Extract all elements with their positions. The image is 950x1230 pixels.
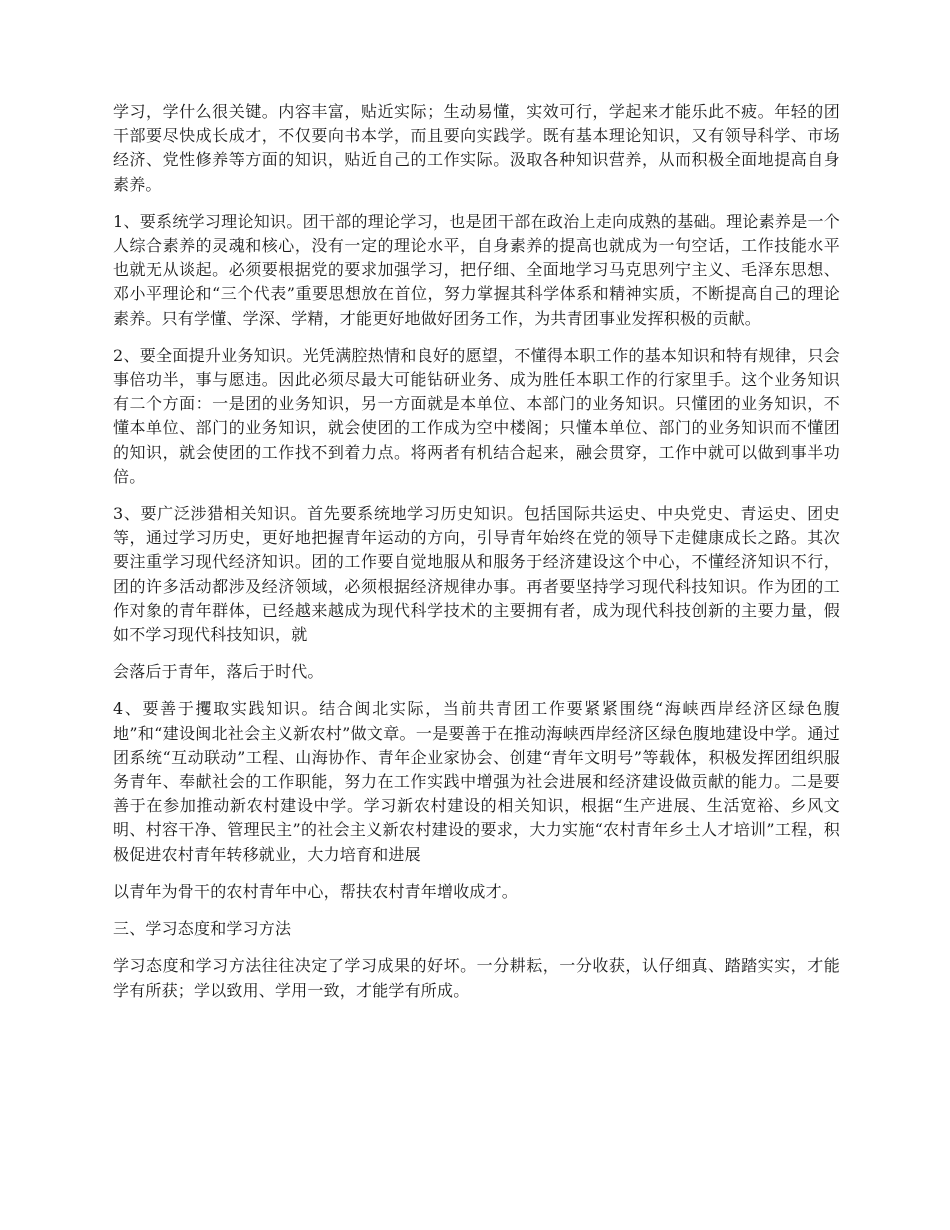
paragraph-intro: 学习，学什么很关键。内容丰富，贴近实际；生动易懂，实效可行，学起来才能乐此不疲。年轻的团干部要尽快成长成才，不仅要向书本学，而且要向实践学。既有基本理论知识，又有领导科学、市场经济、党性修养等方面的知识，贴近自己的工作实际。汲取各种知识营养，从而积极全面地提高自身素养。 (113, 102, 840, 194)
paragraph-related-knowledge-continued: 会落后于青年，落后于时代。 (113, 662, 324, 682)
paragraph-related-knowledge: 3、要广泛涉猎相关知识。首先要系统地学习历史知识。包括国际共运史、中央党史、青运史、团史等，通过学习历史，更好地把握青年运动的方向，引导青年始终在党的领导下走健康成长之路。其次要注重学习现代经济知识。团的工作要自觉地服从和服务于经济建设这个中心，不懂经济知识不行，团的许多活动都涉及经济领域，必须根据经济规律办事。再者要坚持学习现代科技知识。作为团的工作对象的青年群体，已经越来越成为现代科学技术的主要拥有者，成为现代科技创新的主要力量，假如不学习现代科技知识，就 (113, 504, 840, 645)
paragraph-practice-knowledge-continued: 以青年为骨干的农村青年中心，帮扶农村青年增收成才。 (113, 881, 519, 901)
paragraph-practice-knowledge: 4、要善于攫取实践知识。结合闽北实际，当前共青团工作要紧紧围绕“海峡西岸经济区绿色腹地”和“建设闽北社会主义新农村”做文章。一是要善于在推动海峡西岸经济区绿色腹地建设中学。通过团系统“互动联动”工程、山海协作、青年企业家协会、创建“青年文明号”等载体，积极发挥团组织服务青年、奉献社会的工作职能，努力在工作实践中增强为社会进展和经济建设做贡献的能力。二是要善于在参加推动新农村建设中学。学习新农村建设的相关知识，根据“生产进展、生活宽裕、乡风文明、村容干净、管理民主”的社会主义新农村建设的要求，大力实施“农村青年乡土人才培训”工程，积极促进农村青年转移就业，大力培育和进展 (113, 699, 840, 864)
paragraph-theory-knowledge: 1、要系统学习理论知识。团干部的理论学习，也是团干部在政治上走向成熟的基础。理论素养是一个人综合素养的灵魂和核心，没有一定的理论水平，自身素养的提高也就成为一句空话，工作技能水平也就无从谈起。必须要根据党的要求加强学习，把仔细、全面地学习马克思列宁主义、毛泽东思想、邓小平理论和“三个代表”重要思想放在首位，努力掌握其科学体系和精神实质，不断提高自己的理论素养。只有学懂、学深、学精，才能更好地做好团务工作，为共青团事业发挥积极的贡献。 (113, 211, 840, 328)
section-heading-learning-attitude: 三、学习态度和学习方法 (113, 919, 292, 939)
document-body (113, 100, 840, 1016)
paragraph-learning-attitude: 学习态度和学习方法往往决定了学习成果的好坏。一分耕耘，一分收获，认仔细真、踏踏实实，才能学有所获；学以致用、学用一致，才能学有所成。 (113, 956, 840, 1000)
paragraph-business-knowledge: 2、要全面提升业务知识。光凭满腔热情和良好的愿望，不懂得本职工作的基本知识和特有规律，只会事倍功半，事与愿违。因此必须尽最大可能钻研业务、成为胜任本职工作的行家里手。这个业务知识有二个方面：一是团的业务知识，另一方面就是本单位、本部门的业务知识。只懂团的业务知识，不懂本单位、部门的业务知识，就会使团的工作成为空中楼阁；只懂本单位、部门的业务知识而不懂团的知识，就会使团的工作找不到着力点。将两者有机结合起来，融会贯穿，工作中就可以做到事半功倍。 (113, 345, 840, 486)
